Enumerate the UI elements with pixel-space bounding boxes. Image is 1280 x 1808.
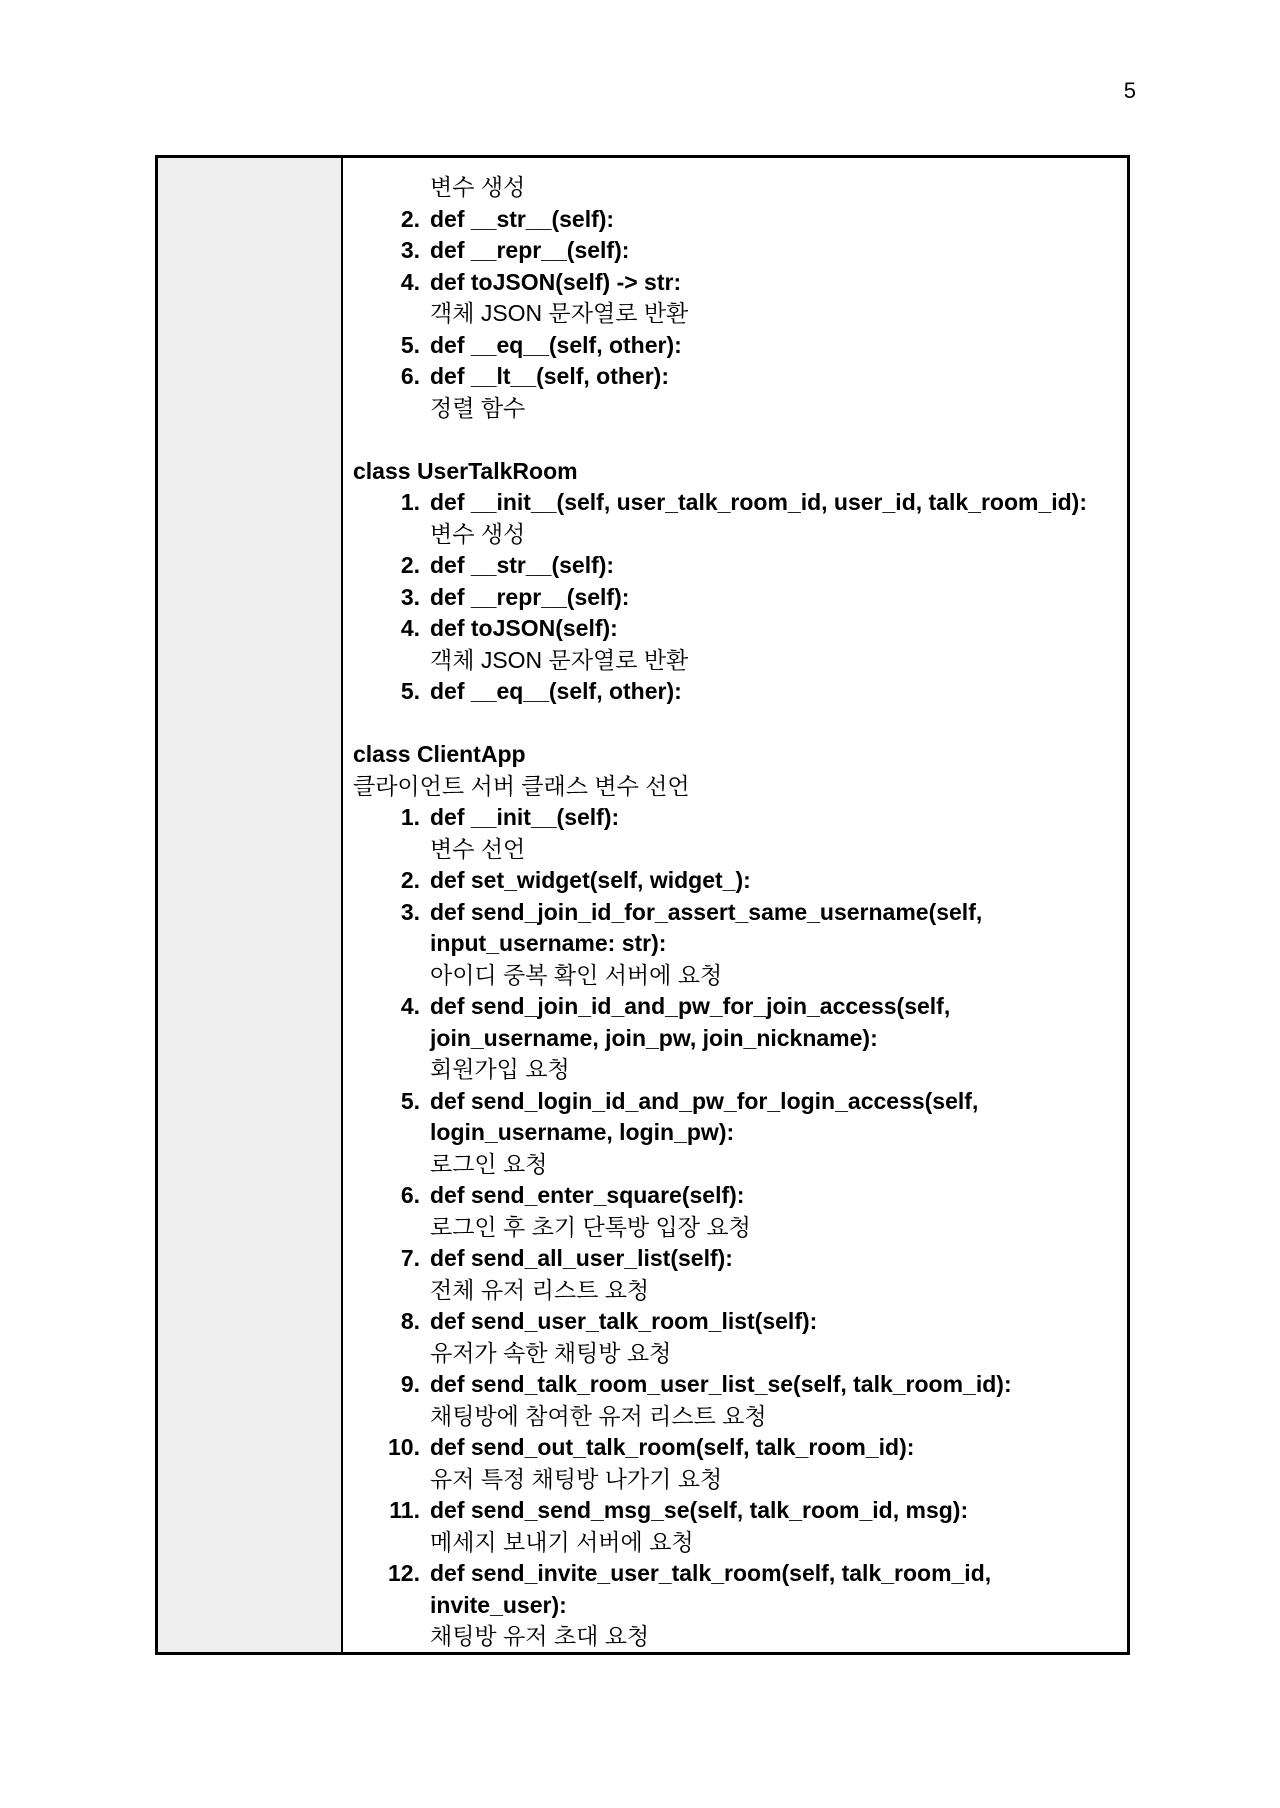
method-number: 7. <box>400 1245 420 1271</box>
method-number: 5. <box>400 331 420 358</box>
method-description: 회원가입 요청 <box>430 1056 570 1082</box>
method-body <box>430 267 1115 330</box>
method-body <box>430 865 1115 897</box>
method-item <box>353 1432 1115 1495</box>
class-section <box>353 204 1115 425</box>
method-body <box>430 613 1115 676</box>
method-signature: def send_invite_user_talk_room(self, talk_room_id, <box>430 1560 992 1586</box>
method-item <box>353 1558 1115 1653</box>
method-body <box>430 1558 1115 1653</box>
method-body <box>430 676 1115 708</box>
method-body <box>430 897 1115 992</box>
method-description: 정렬 함수 <box>430 394 526 421</box>
method-signature: def send_send_msg_se(self, talk_room_id, msg): <box>430 1497 969 1523</box>
method-item <box>353 330 1115 362</box>
method-body <box>430 550 1115 582</box>
method-number: 4. <box>400 268 420 295</box>
method-item <box>353 676 1115 708</box>
method-signature: def send_talk_room_user_list_se(self, talk_room_id): <box>430 1371 1012 1397</box>
method-number: 6. <box>400 363 420 389</box>
method-description: 변수 선언 <box>430 835 526 862</box>
method-number: 1. <box>400 489 420 515</box>
method-item <box>353 361 1115 424</box>
method-item <box>353 613 1115 676</box>
class-title: class ClientApp <box>353 741 526 767</box>
method-item <box>353 1495 1115 1558</box>
method-body <box>430 1180 1115 1243</box>
method-signature: join_username, join_pw, join_nickname): <box>430 1024 878 1051</box>
method-item <box>353 1243 1115 1306</box>
method-signature: input_username: str): <box>430 930 667 956</box>
method-number: 12. <box>388 1560 420 1586</box>
method-signature: invite_user): <box>430 1591 567 1618</box>
method-item <box>353 550 1115 582</box>
method-signature: def send_login_id_and_pw_for_login_access(self, <box>430 1087 979 1114</box>
method-signature: def __init__(self): <box>430 804 620 830</box>
method-item <box>353 204 1115 236</box>
method-body <box>430 1432 1115 1495</box>
method-item <box>353 1306 1115 1369</box>
method-body <box>430 330 1115 362</box>
method-item <box>353 991 1115 1086</box>
table-left-column <box>158 158 343 1652</box>
method-body <box>430 582 1115 614</box>
method-signature: def send_out_talk_room(self, talk_room_id): <box>430 1434 915 1460</box>
method-body <box>430 1495 1115 1558</box>
method-signature: def send_user_talk_room_list(self): <box>430 1308 818 1334</box>
method-body <box>430 991 1115 1086</box>
method-description: 로그인 요청 <box>430 1150 548 1177</box>
method-description: 객체 JSON 문자열로 반환 <box>430 646 689 673</box>
method-body <box>430 1306 1115 1369</box>
method-item <box>353 865 1115 897</box>
method-body <box>430 802 1115 865</box>
class-section <box>353 739 1115 1653</box>
method-signature: def set_widget(self, widget_): <box>430 867 751 893</box>
method-description: 유저가 속한 채팅방 요청 <box>430 1339 672 1366</box>
method-signature: def send_all_user_list(self): <box>430 1245 733 1271</box>
method-item <box>353 267 1115 330</box>
method-number: 1. <box>400 804 420 830</box>
method-signature: def toJSON(self): <box>430 615 618 641</box>
method-item <box>353 802 1115 865</box>
method-number: 10. <box>388 1434 420 1460</box>
method-signature: def __str__(self): <box>430 552 615 578</box>
method-item <box>353 487 1115 550</box>
method-signature: def send_join_id_for_assert_same_username(self, <box>430 898 983 925</box>
method-body <box>430 1243 1115 1306</box>
method-number: 5. <box>400 1087 420 1114</box>
method-item <box>353 1180 1115 1243</box>
method-body <box>430 204 1115 236</box>
method-description: 변수 생성 <box>430 520 526 547</box>
class-sections <box>353 204 1115 1653</box>
method-signature: def __repr__(self): <box>430 237 630 263</box>
method-description: 로그인 후 초기 단톡방 입장 요청 <box>430 1213 751 1240</box>
method-body <box>430 487 1115 550</box>
method-item <box>353 235 1115 267</box>
method-signature: def __init__(self, user_talk_room_id, user_id, talk_room_id): <box>430 489 1087 515</box>
method-body <box>430 1086 1115 1181</box>
lead-description: 변수 생성 <box>430 174 526 200</box>
method-description: 아이디 중복 확인 서버에 요청 <box>430 961 723 988</box>
method-signature: def toJSON(self) -> str: <box>430 268 682 295</box>
method-description: 채팅방에 참여한 유저 리스트 요청 <box>430 1402 767 1429</box>
method-description: 메세지 보내기 서버에 요청 <box>430 1528 694 1555</box>
method-item <box>353 582 1115 614</box>
method-number: 8. <box>400 1308 420 1334</box>
method-description: 유저 특정 채팅방 나가기 요청 <box>430 1465 723 1492</box>
method-number: 3. <box>400 237 420 263</box>
class-title: class UserTalkRoom <box>353 457 578 484</box>
class-section <box>353 456 1115 708</box>
method-signature: def __eq__(self, other): <box>430 331 682 358</box>
method-item <box>353 1086 1115 1181</box>
method-number: 4. <box>400 993 420 1019</box>
method-description: 객체 JSON 문자열로 반환 <box>430 300 689 326</box>
method-item <box>353 1369 1115 1432</box>
method-number: 2. <box>400 552 420 578</box>
content-table <box>155 155 1130 1655</box>
method-number: 3. <box>400 583 420 610</box>
class-description: 클라이언트 서버 클래스 변수 선언 <box>353 772 690 799</box>
method-number: 5. <box>400 678 420 704</box>
method-item <box>353 897 1115 992</box>
page-number: 5 <box>1123 78 1136 103</box>
method-signature: def __repr__(self): <box>430 583 630 610</box>
method-signature: login_username, login_pw): <box>430 1119 735 1145</box>
method-number: 4. <box>400 615 420 641</box>
method-signature: def send_enter_square(self): <box>430 1182 745 1208</box>
method-description: 전체 유저 리스트 요청 <box>430 1276 650 1303</box>
method-description: 채팅방 유저 초대 요청 <box>430 1623 650 1649</box>
method-signature: def __eq__(self, other): <box>430 678 682 704</box>
method-body <box>430 235 1115 267</box>
method-number: 6. <box>400 1182 420 1208</box>
method-signature: def send_join_id_and_pw_for_join_access(self, <box>430 993 951 1019</box>
method-number: 3. <box>400 898 420 925</box>
method-body <box>430 1369 1115 1432</box>
method-number: 2. <box>400 205 420 232</box>
method-signature: def __lt__(self, other): <box>430 363 669 389</box>
method-number: 2. <box>400 867 420 893</box>
table-right-column <box>343 158 1127 1652</box>
method-signature: def __str__(self): <box>430 205 615 232</box>
method-body <box>430 361 1115 424</box>
method-number: 9. <box>400 1371 420 1397</box>
method-number: 11. <box>389 1497 420 1523</box>
